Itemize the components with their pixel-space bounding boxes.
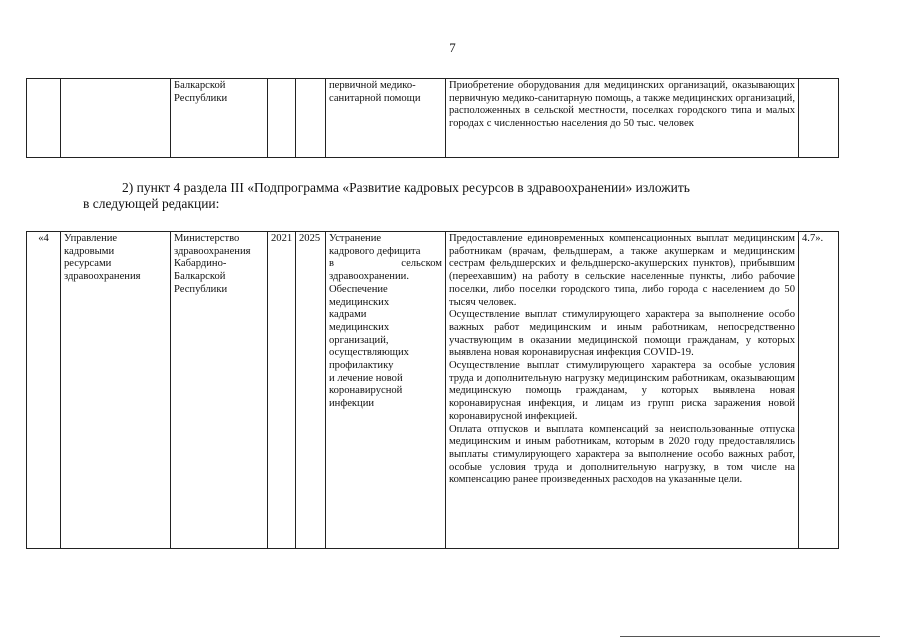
cell-executor [171,79,268,158]
cell-line: ресурсами [64,258,112,270]
cell-line: Республики [174,283,228,295]
cell-line: Министерство [174,233,240,244]
cell-line: Управление [64,233,118,244]
cell-line: Балкарской [174,271,226,283]
table-row [27,79,839,158]
measure-paragraph: Осуществление выплат стимулирующего характера за особые условия труда и дополнительную нагрузку медицинским работникам, оказывающим медицинскую помощь гражданам, у которых выявлена новая коронавирусная инфекция, и лицам из групп риска заражения новой коронавирусной инфекцией. [449,360,795,422]
cell-line: кадровыми [64,245,115,257]
cell-indicator [799,79,839,158]
cell-line: Обеспечение [329,283,388,295]
cell-line: кадрового дефицита [329,245,421,257]
cell-line: осуществляющих [329,347,409,359]
cell-goal [326,232,446,549]
cell-line: профилактику [329,360,394,372]
cell-line: кадрами [329,309,367,321]
table-main [26,231,839,549]
cell-line: Устранение [329,233,382,244]
cell-line: инфекции [329,398,375,410]
cell-line: организаций, [329,334,389,346]
cell-num: «4 [27,232,61,549]
cell-num [27,79,61,158]
goal-word: сельском [401,258,442,270]
cell-executor [171,232,268,549]
cell-line [329,258,442,271]
cell-line: Республики [174,92,228,104]
measure-paragraph: Оплата отпусков и выплата компенсаций за неиспользованные отпуска медицинским и иным работникам, которым в 2020 году предоставлялись выплаты стимулирующего характера за выполнение особо важных работ, особые условия труда и дополнительную нагрузку, в том числе на компенсацию ранее произведенных расходов на указанные цели. [449,423,795,486]
measure-paragraph: Осуществление выплат стимулирующего характера за выполнение особо важных работ медицинским и иным работникам, непосредственно участвующим в оказании медицинской помощи гражданам, у которых выявлена новая коронавирусная инфекция COVID-19. [449,309,795,359]
cell-line: медицинских [329,296,390,308]
cell-name [61,79,171,158]
cell-line: и лечение новой [329,372,403,384]
page-number: 7 [449,40,456,55]
cell-line: Балкарской [174,80,226,91]
cell-line: медицинских [329,321,390,333]
footer-divider [620,636,880,637]
goal-word: в [329,258,335,270]
amendment-line-2: в следующей редакции: [83,196,220,211]
cell-line: здравоохранения [64,271,141,283]
cell-year-start [268,79,296,158]
cell-indicator: 4.7». [799,232,839,549]
measure-paragraph: Предоставление единовременных компенсационных выплат медицинским работникам (врачам, фельдшерам, а также акушеркам и медицинским сестрам фельдшерских и фельдшерско-акушерских пунктов), прибывшим (переехавшим) на работу в сельские населенные пункты, либо рабочие поселки, либо поселки городского типа, либо города с населением до 50 тысяч человек. [449,233,795,308]
cell-line: санитарной помощи [329,92,421,104]
cell-name [61,232,171,549]
cell-measures [446,79,799,158]
measures-text: Приобретение оборудования для медицинских организаций, оказывающих первичную медико-санитарную помощь, а также медицинских организаций, расположенных в сельской местности, поселках городского типа и малых городах с численностью населения до 50 тыс. человек [449,80,795,130]
cell-year-end [296,79,326,158]
cell-year-start: 2021 [268,232,296,549]
table-row [27,232,839,549]
cell-line: первичной медико- [329,80,416,91]
cell-year-end: 2025 [296,232,326,549]
cell-line: коронавирусной [329,385,403,397]
cell-goal [326,79,446,158]
cell-line: Кабардино- [174,258,227,270]
amendment-line-1: 2) пункт 4 раздела III «Подпрограмма «Развитие кадровых ресурсов в здравоохранении» изложить [122,180,690,195]
cell-measures [446,232,799,549]
cell-line: здравоохранении. [329,271,409,283]
cell-line: здравоохранения [174,245,251,257]
table-continuation [26,78,839,158]
